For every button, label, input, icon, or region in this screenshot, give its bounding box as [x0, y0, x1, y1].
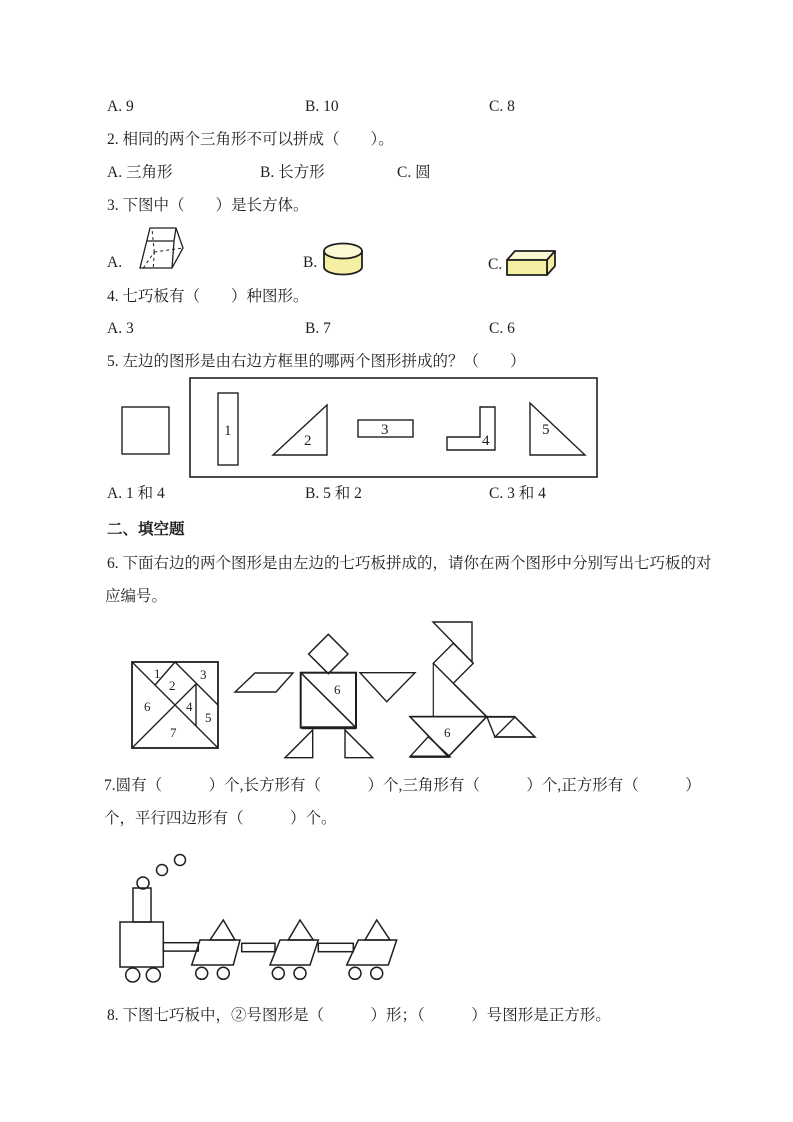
- q8-text: 8. 下图七巧板中，②号图形是（ ）形；（ ）号图形是正方形。: [107, 1007, 611, 1024]
- q4-text: 4. 七巧板有（ ）种图形。: [107, 288, 309, 305]
- person-piece-label: 6: [334, 682, 341, 697]
- q5-target-square: [122, 407, 169, 454]
- section-fill-title: 二、填空题: [107, 521, 185, 538]
- tangram-piece-label: 7: [170, 725, 177, 740]
- q4-option-a: A. 3: [107, 320, 134, 337]
- tangram-piece-label: 5: [205, 710, 212, 725]
- q2-option-a: A. 三角形: [107, 164, 173, 181]
- tangram-piece-label: 1: [154, 666, 161, 681]
- tangram-piece-label: 2: [169, 678, 176, 693]
- q5-figure: [118, 375, 603, 480]
- train-smoke-circle: [175, 855, 186, 866]
- q6-text-line2: 应编号。: [105, 588, 168, 605]
- q5-shape-label: 2: [304, 433, 312, 449]
- q5-option-b: B. 5 和 2: [305, 485, 362, 502]
- q5-shape-5-triangle: [530, 403, 585, 455]
- q4-option-b: B. 7: [305, 320, 331, 337]
- q5-shape-label: 5: [542, 422, 550, 438]
- q3-option-label-a: A.: [107, 254, 123, 271]
- train-wheel-circle: [146, 968, 160, 982]
- q5-frame-box: [190, 378, 597, 477]
- q3-option-label-c: C.: [488, 256, 503, 273]
- train-smoke-circle: [157, 865, 168, 876]
- q6-bird-figure: [410, 622, 535, 757]
- q3-figure-c-cuboid: [505, 249, 559, 279]
- q7-text-line2: 个，平行四边形有（ ）个。: [104, 810, 337, 827]
- tangram-piece-label: 3: [200, 667, 207, 682]
- q5-shape-label: 3: [381, 422, 389, 438]
- train-car-parallelogram: [347, 940, 397, 965]
- q1-option-c: C. 8: [489, 98, 515, 115]
- train-car-parallelogram: [270, 940, 318, 965]
- train-wheel-circle: [272, 967, 284, 979]
- q1-option-b: B. 10: [305, 98, 339, 115]
- q1-option-a: A. 9: [107, 98, 134, 115]
- q3-figure-a-prism: [118, 218, 190, 278]
- q5-shape-2-triangle: [273, 405, 327, 455]
- q7-train-figure: [100, 846, 420, 996]
- train-car-parallelogram: [192, 940, 240, 965]
- train-car-triangle: [288, 920, 313, 940]
- q5-option-a: A. 1 和 4: [107, 485, 165, 502]
- q2-option-b: B. 长方形: [260, 164, 325, 181]
- tangram-piece-label: 4: [186, 699, 193, 714]
- train-chimney-rectangle: [133, 888, 151, 922]
- tangram-piece-label: 6: [144, 699, 151, 714]
- q6-tangram-square: [132, 662, 218, 748]
- train-connector-rectangle: [318, 943, 353, 951]
- q7-text-line1: 7.圆有（ ）个,长方形有（ ）个,三角形有（ ）个,正方形有（ ）: [104, 777, 701, 794]
- bird-piece-label: 6: [444, 725, 451, 740]
- train-wheel-circle: [126, 968, 140, 982]
- q2-option-c: C. 圆: [397, 164, 431, 181]
- train-car-triangle: [210, 920, 235, 940]
- q5-text: 5. 左边的图形是由右边方框里的哪两个图形拼成的？（ ）: [107, 353, 526, 370]
- q3-figure-b-cylinder: [320, 242, 366, 276]
- train-wheel-circle: [196, 967, 208, 979]
- train-connector-rectangle: [163, 943, 198, 951]
- q6-person-figure: [235, 634, 415, 757]
- q4-option-c: C. 6: [489, 320, 515, 337]
- train-wheel-circle: [217, 967, 229, 979]
- train-connector-rectangle: [242, 943, 275, 951]
- q3-text: 3. 下图中（ ）是长方体。: [107, 197, 309, 214]
- train-wheel-circle: [349, 967, 361, 979]
- train-wheel-circle: [371, 967, 383, 979]
- train-smoke-circle: [137, 877, 149, 889]
- train-engine-square: [120, 922, 163, 967]
- q6-figure: [118, 612, 566, 777]
- train-car-triangle: [365, 920, 390, 940]
- q5-shape-label: 4: [482, 433, 490, 449]
- q2-text: 2. 相同的两个三角形不可以拼成（ ）。: [107, 131, 394, 148]
- train-wheel-circle: [294, 967, 306, 979]
- q5-shape-label: 1: [224, 423, 232, 439]
- q3-option-label-b: B.: [303, 254, 318, 271]
- q6-text-line1: 6. 下面右边的两个图形是由左边的七巧板拼成的，请你在两个图形中分别写出七巧板的对: [107, 555, 712, 572]
- q5-option-c: C. 3 和 4: [489, 485, 546, 502]
